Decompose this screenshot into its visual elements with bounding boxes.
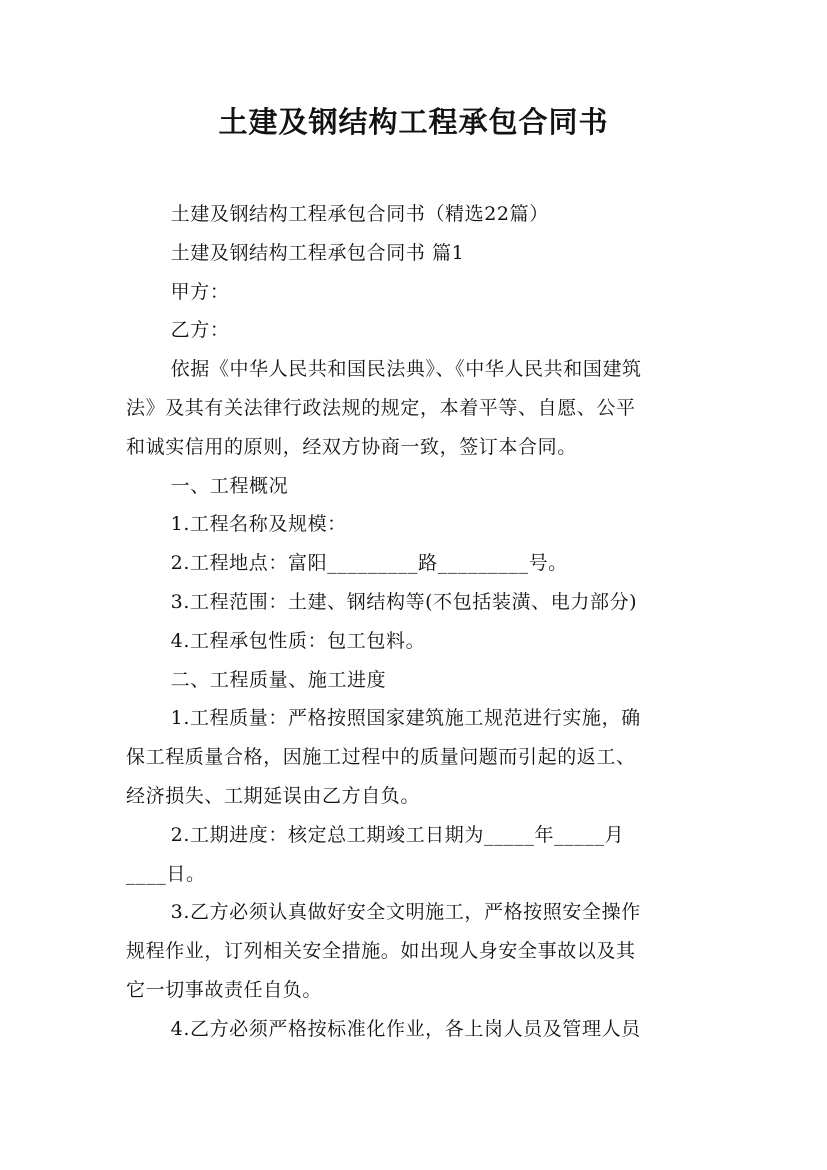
paragraph-line: 2.工期进度：核定总工期竣工日期为_____年_____月 <box>170 823 625 846</box>
paragraph-line: 和诚实信用的原则，经双方协商一致，签订本合同。 <box>126 435 577 458</box>
paragraph-line: 4.乙方必须严格按标准化作业，各上岗人员及管理人员 <box>170 1017 641 1040</box>
paragraph-line: ____日。 <box>126 862 206 885</box>
document-body <box>126 195 716 1049</box>
paragraph-line: 它一切事故责任自负。 <box>126 978 323 1001</box>
paragraph-line: 3.工程范围：土建、钢结构等(不包括装潢、电力部分) <box>170 590 638 613</box>
document-title: 土建及钢结构工程承包合同书 <box>218 105 609 139</box>
paragraph-line: 经济损失、工期延误由乙方自负。 <box>126 784 421 807</box>
paragraph-line: 4.工程承包性质：包工包料。 <box>170 629 426 652</box>
paragraph-line: 甲方： <box>170 280 230 303</box>
paragraph-line: 规程作业，订列相关安全措施。如出现人身安全事故以及其 <box>126 940 636 963</box>
paragraph-line: 1.工程质量：严格按照国家建筑施工规范进行实施，确 <box>170 707 641 730</box>
paragraph-line: 依据《中华人民共和国民法典》、《中华人民共和国建筑 <box>170 358 642 381</box>
paragraph-line: 3.乙方必须认真做好安全文明施工，严格按照安全操作 <box>170 901 641 924</box>
paragraph-line: 土建及钢结构工程承包合同书 篇1 <box>170 241 465 264</box>
section-heading: 一、工程概况 <box>170 474 289 497</box>
paragraph-line: 1.工程名称及规模： <box>170 513 347 536</box>
paragraph-line: 保工程质量合格，因施工过程中的质量问题而引起的返工、 <box>126 746 636 769</box>
paragraph-line: 土建及钢结构工程承包合同书（精选22篇） <box>170 203 549 225</box>
paragraph-line: 乙方： <box>170 319 230 342</box>
section-heading: 二、工程质量、施工进度 <box>170 668 387 691</box>
paragraph-line: 法》及其有关法律行政法规的规定，本着平等、自愿、公平 <box>126 396 636 419</box>
paragraph-line: 2.工程地点：富阳_________路_________号。 <box>170 552 568 575</box>
